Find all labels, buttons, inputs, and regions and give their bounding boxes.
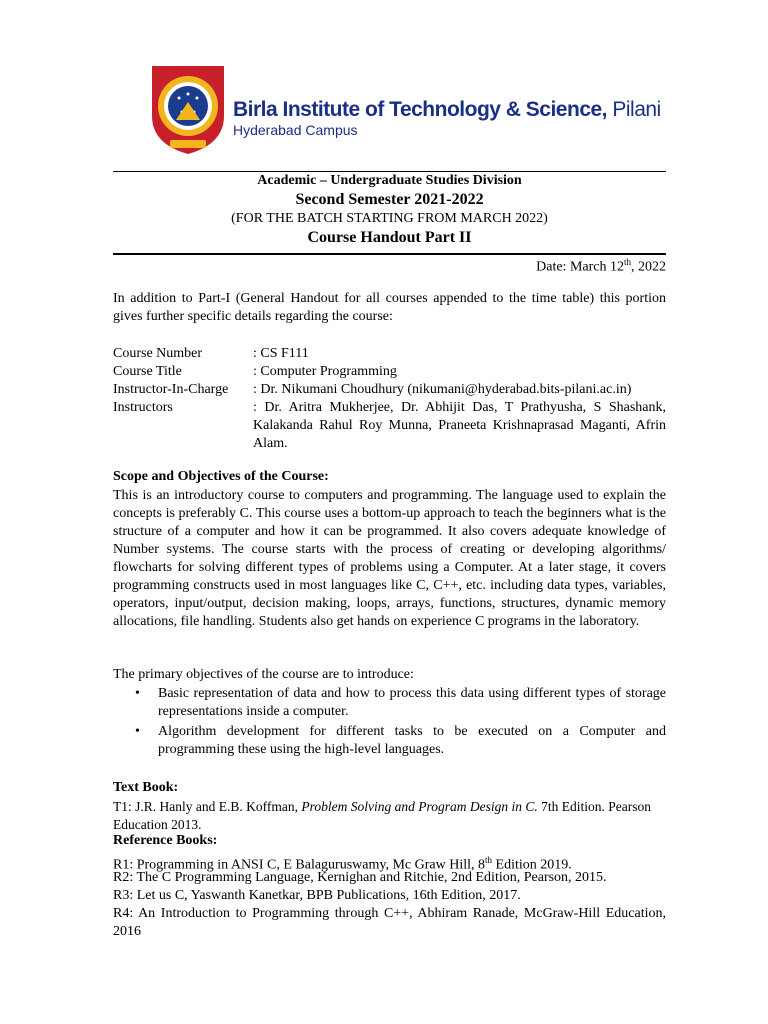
list-item	[113, 723, 666, 759]
objectives-list	[113, 685, 666, 761]
institute-name	[233, 98, 661, 122]
header-rule-bottom	[113, 253, 666, 255]
batch-note: (FOR THE BATCH STARTING FROM MARCH 2022)	[231, 211, 548, 226]
semester-title: Second Semester 2021-2022	[295, 191, 484, 208]
t1-suffix: 7th Edition. Pearson Education 2013.	[113, 799, 651, 832]
course-info-table	[113, 345, 673, 453]
objective-text: Algorithm development for different tasks to be executed on a Computer and programming these using the high-level languages.	[158, 724, 666, 757]
institute-location: Pilani	[612, 98, 661, 121]
reference-books-heading: Reference Books:	[113, 833, 218, 848]
info-label: Instructors	[113, 400, 173, 415]
reference-r3: R3: Let us C, Yaswanth Kanetkar, BPB Publications, 16th Edition, 2017.	[113, 888, 521, 903]
info-value: : Dr. Aritra Mukherjee, Dr. Abhijit Das, T Prathyusha, S Shashank, Kalakanda Rahul Roy Munna, Praneeta Krishnaprasad Maganti, Afrin Alam.	[253, 400, 666, 451]
scope-heading: Scope and Objectives of the Course:	[113, 469, 329, 484]
institute-name-main: Birla Institute of Technology & Science,	[233, 98, 608, 121]
text-book-heading: Text Book:	[113, 780, 179, 795]
list-item	[113, 685, 666, 721]
campus-name: Hyderabad Campus	[233, 122, 358, 138]
info-value: : Dr. Nikumani Choudhury (nikumani@hyderabad.bits-pilani.ac.in)	[253, 382, 632, 397]
info-row-course-number	[113, 345, 673, 363]
bullet-icon: •	[135, 724, 140, 739]
scope-paragraph: This is an introductory course to computers and programming. The language used to explain the concepts is preferably C. This course uses a bottom-up approach to teach the beginners what is the structure of a computer and how it can be programmed. It also covers adequate knowledge of Number systems. The course starts with the process of creating or developing algorithms/ flowcharts for solving different types of problems using a Computer. At a later stage, it covers programming constructs used in most languages like C, C++, etc. including data types, variables, operators, input/output, decision making, loops, arrays, functions, structures, dynamic memory allocations, file handling. Students also get hands on experience C programs in the laboratory.	[113, 488, 666, 629]
info-label: Course Number	[113, 346, 203, 361]
intro-paragraph: In addition to Part-I (General Handout for all courses appended to the time table) this portion gives further specific details regarding the course:	[113, 291, 666, 324]
r1-prefix: R1: Programming in ANSI C, E Balaguruswamy, Mc Graw Hill, 8	[113, 857, 486, 873]
header-rule-top	[113, 171, 666, 172]
objective-text: Basic representation of data and how to process this data using different types of storage representations inside a computer.	[158, 686, 666, 719]
handout-date	[536, 257, 666, 276]
info-row-course-title	[113, 363, 673, 381]
r1-sup: th	[485, 855, 493, 865]
info-label: Instructor-In-Charge	[113, 382, 229, 397]
info-label: Course Title	[113, 364, 182, 379]
division-title: Academic – Undergraduate Studies Division	[257, 173, 522, 188]
info-value: : CS F111	[253, 346, 309, 361]
date-prefix: Date: March 12	[536, 259, 624, 275]
bits-pilani-logo-icon	[148, 64, 228, 156]
info-row-instructor-in-charge	[113, 381, 673, 399]
r1-suffix: Edition 2019.	[492, 857, 572, 873]
reference-r2: R2: The C Programming Language, Kernighan and Ritchie, 2nd Edition, Pearson, 2015.	[113, 870, 607, 885]
t1-title: Problem Solving and Program Design in C.	[301, 799, 538, 814]
info-row-instructors	[113, 399, 673, 453]
t1-prefix: T1: J.R. Hanly and E.B. Koffman,	[113, 799, 302, 814]
reference-r4: R4: An Introduction to Programming through C++, Abhiram Ranade, McGraw-Hill Education, 2016	[113, 906, 666, 939]
date-year: , 2022	[631, 259, 666, 275]
text-book-t1	[113, 798, 666, 834]
objectives-intro: The primary objectives of the course are to introduce:	[113, 667, 414, 682]
handout-title: Course Handout Part II	[307, 229, 472, 246]
date-suffix: th	[623, 257, 631, 267]
bullet-icon: •	[135, 686, 140, 701]
info-value: : Computer Programming	[253, 364, 397, 379]
